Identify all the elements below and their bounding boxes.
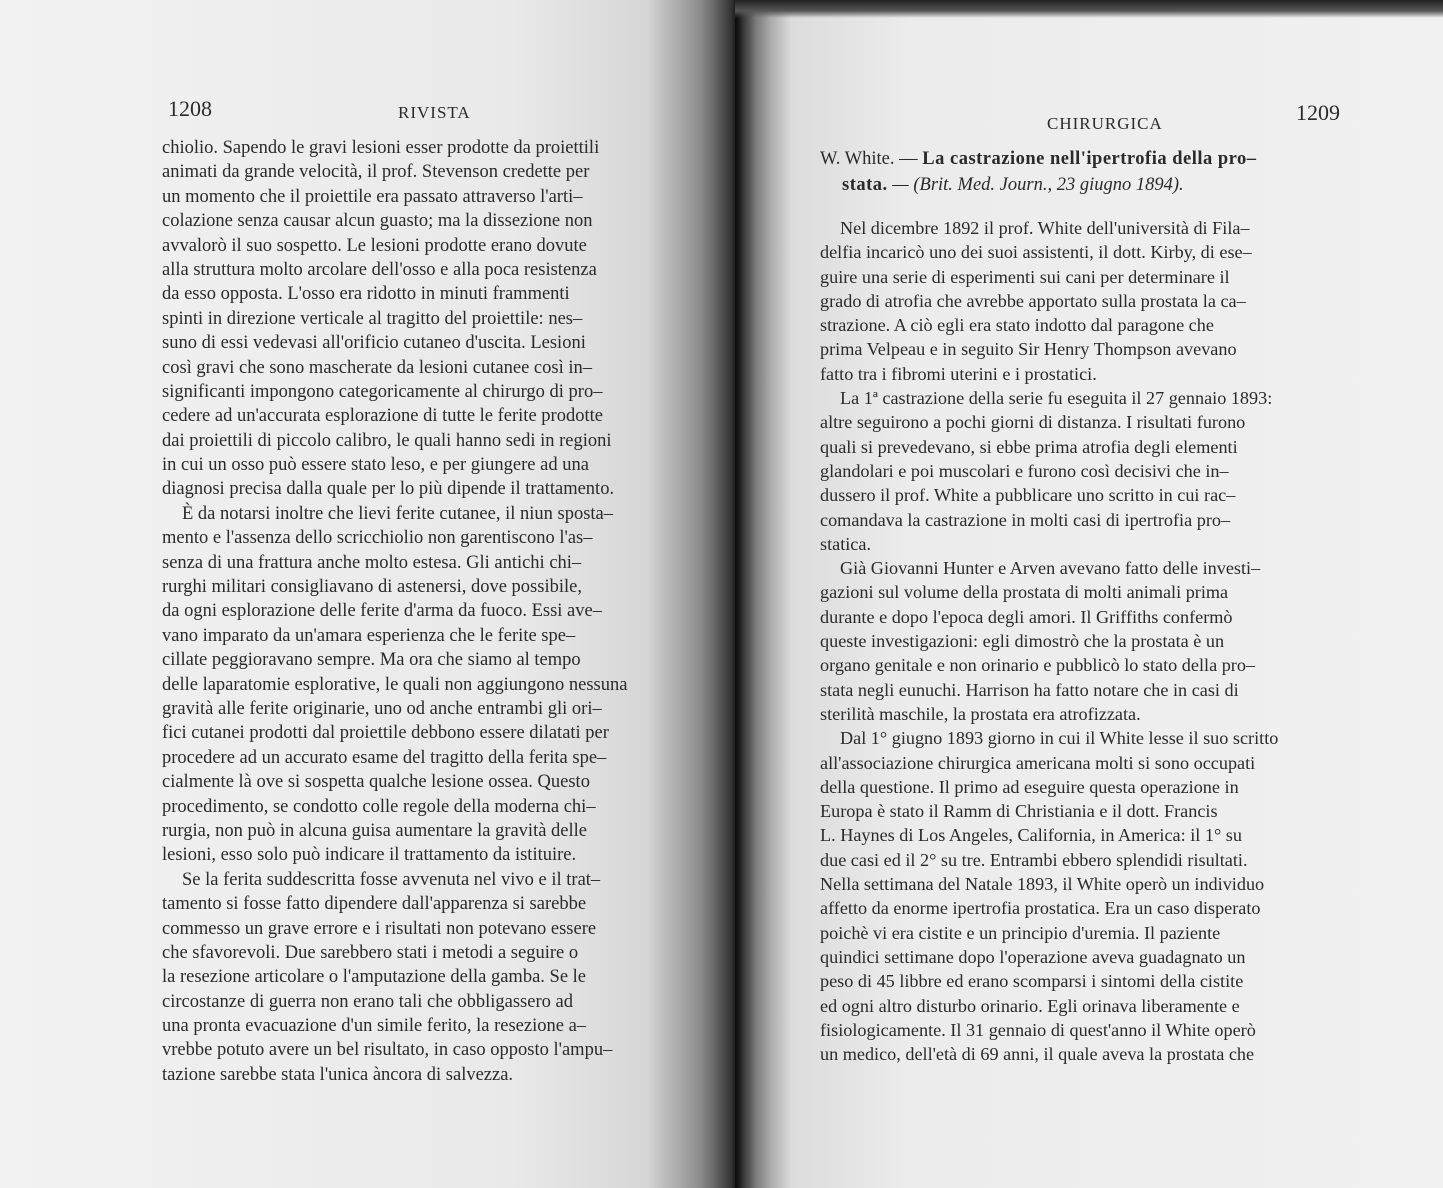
text-line: una pronta evacuazione d'un simile ferito, la resezione a– xyxy=(162,1016,587,1037)
text-line: così gravi che sono mascherate da lesioni cutanee così in– xyxy=(162,357,592,378)
text-line: lesioni, esso solo può indicare il trattamento da istituire. xyxy=(162,845,577,866)
text-line: Se la ferita suddescritta fosse avvenuta nel vivo e il trat– xyxy=(182,869,601,890)
text-line: Nella settimana del Natale 1893, il White operò un individuo xyxy=(820,874,1265,895)
right-page xyxy=(735,0,1443,1188)
article-heading xyxy=(820,146,1420,198)
text-line: da ogni esplorazione delle ferite d'arma da fuoco. Essi ave– xyxy=(162,601,602,622)
text-line: durante e dopo l'epoca degli amori. Il Griffiths confermò xyxy=(820,606,1233,627)
text-line: all'associazione chirurgica americana molti si sono occupati xyxy=(820,752,1256,773)
text-line: due casi ed il 2° su tre. Entrambi ebbero splendidi risultati. xyxy=(820,849,1248,870)
text-line: grado di atrofia che avrebbe apportato sulla prostata la ca– xyxy=(820,290,1246,311)
book-spine-shadow xyxy=(700,0,770,1188)
text-line: rurghi militari consigliavano di astenersi, dove possibile, xyxy=(162,577,582,598)
article-source: — (Brit. Med. Journ., 23 giugno 1894). xyxy=(887,175,1184,195)
text-line: prima Velpeau e in seguito Sir Henry Thompson avevano xyxy=(820,339,1237,360)
text-line: spinti in direzione verticale al tragitto del proiettile: nes– xyxy=(162,308,583,329)
article-title-line-2 xyxy=(820,172,1420,198)
article-author: W. White. xyxy=(820,149,895,169)
text-line: comandava la castrazione in molti casi di ipertrofia pro– xyxy=(820,509,1231,530)
text-line: guire una serie di esperimenti sui cani per determinare il xyxy=(820,266,1230,287)
right-running-head: CHIRURGICA xyxy=(1047,114,1163,133)
text-line: gravità alle ferite originarie, uno od anche entrambi gli ori– xyxy=(162,698,602,719)
text-line: delfia incaricò uno dei suoi assistenti, il dott. Kirby, di ese– xyxy=(820,242,1252,263)
text-line: altre seguirono a pochi giorni di distanza. I risultati furono xyxy=(820,412,1246,433)
article-dash: — xyxy=(894,149,923,169)
text-line: commesso un grave errore e i risultati non potevano essere xyxy=(162,918,597,939)
text-line: quindici settimane dopo l'operazione aveva guadagnato un xyxy=(820,946,1246,967)
text-line: circostanze di guerra non erano tali che obbligassero ad xyxy=(162,991,573,1012)
article-title-line-1 xyxy=(820,146,1420,172)
text-line: L. Haynes di Los Angeles, California, in America: il 1° su xyxy=(820,825,1242,846)
text-line: Già Giovanni Hunter e Arven avevano fatto delle investi– xyxy=(840,558,1261,579)
text-line: tazione sarebbe stata l'unica àncora di salvezza. xyxy=(162,1064,514,1085)
text-line: Europa è stato il Ramm di Christiania e il dott. Francis xyxy=(820,801,1218,822)
text-line: procedimento, se condotto colle regole della moderna chi– xyxy=(162,796,596,817)
text-line: cillate peggioravano sempre. Ma ora che siamo al tempo xyxy=(162,650,581,671)
text-line: glandolari e poi muscolari e furono così decisivi che in– xyxy=(820,460,1229,481)
article-title-part-1: La castrazione nell'ipertrofia della pro– xyxy=(922,149,1257,169)
text-line: fici cutanei prodotti dal proiettile debbono essere dilatati per xyxy=(162,723,609,744)
text-line: Dal 1° giugno 1893 giorno in cui il White lesse il suo scritto xyxy=(840,728,1279,749)
text-line: avvalorò il suo sospetto. Le lesioni prodotte erano dovute xyxy=(162,235,587,256)
text-line: in cui un osso può essere stato leso, e per giungere ad una xyxy=(162,455,589,476)
text-line: affetto da enorme ipertrofia prostatica. Era un caso disperato xyxy=(820,898,1261,919)
text-line: suno di essi vedevasi all'orificio cutaneo d'uscita. Lesioni xyxy=(162,333,586,354)
text-line: tamento si fosse fatto dipendere dall'apparenza si sarebbe xyxy=(162,894,587,915)
text-line: queste investigazioni: egli dimostrò che la prostata è un xyxy=(820,631,1225,652)
text-line: organo genitale e non orinario e pubblicò lo stato della pro– xyxy=(820,655,1256,676)
text-line: poichè vi era cistite e un principio d'uremia. Il paziente xyxy=(820,922,1221,943)
text-line: mento e l'assenza dello scricchiolio non garentiscono l'as– xyxy=(162,528,593,549)
text-line: diagnosi precisa dalla quale per lo più dipende il trattamento. xyxy=(162,479,615,500)
text-line: rurgia, non può in alcuna guisa aumentare la gravità delle xyxy=(162,820,588,841)
text-line: fisiologicamente. Il 31 gennaio di quest'anno il White operò xyxy=(820,1019,1256,1040)
article-title-part-2: stata. xyxy=(842,175,888,195)
text-line: statica. xyxy=(820,533,872,554)
text-line: un medico, dell'età di 69 anni, il quale aveva la prostata che xyxy=(820,1044,1255,1065)
text-line: senza di una frattura anche molto estesa. Gli antichi chi– xyxy=(162,552,582,573)
text-line: quali si prevedevano, si ebbe prima atrofia degli elementi xyxy=(820,436,1238,457)
text-line: La 1ª castrazione della serie fu eseguita il 27 gennaio 1893: xyxy=(840,388,1273,409)
text-line: cedere ad un'accurata esplorazione di tutte le ferite prodotte xyxy=(162,406,603,427)
text-line: strazione. A ciò egli era stato indotto dal paragone che xyxy=(820,315,1214,336)
text-line: peso di 45 libbre ed erano scomparsi i sintomi della cistite xyxy=(820,971,1244,992)
text-line: della questione. Il primo ad eseguire questa operazione in xyxy=(820,776,1239,797)
text-line: un momento che il proiettile era passato attraverso l'arti– xyxy=(162,186,583,207)
text-line: stata negli eunuchi. Harrison ha fatto notare che in casi di xyxy=(820,679,1239,700)
text-line: dussero il prof. White a pubblicare uno scritto in cui rac– xyxy=(820,485,1236,506)
left-body-text xyxy=(162,136,707,1087)
text-line: gazioni sul volume della prostata di molti animali prima xyxy=(820,582,1229,603)
left-running-head: RIVISTA xyxy=(398,103,471,122)
text-line: che sfavorevoli. Due sarebbero stati i metodi a seguire o xyxy=(162,942,579,963)
text-line: chiolio. Sapendo le gravi lesioni esser prodotte da proiettili xyxy=(162,138,600,158)
text-line: vrebbe potuto avere un bel risultato, in caso opposto l'ampu– xyxy=(162,1040,613,1061)
text-line: la resezione articolare o l'amputazione della gamba. Se le xyxy=(162,967,587,988)
text-line: cialmente là ove si sospetta qualche lesione ossea. Questo xyxy=(162,772,590,793)
page-edge-shadow xyxy=(735,0,1443,18)
text-line: alla struttura molto arcolare dell'osso e alla poca resistenza xyxy=(162,259,597,280)
text-line: significanti impongono categoricamente al chirurgo di pro– xyxy=(162,381,603,402)
text-line: ed ogni altro disturbo orinario. Egli orinava liberamente e xyxy=(820,995,1240,1016)
text-line: fatto tra i fibromi uterini e i prostatici. xyxy=(820,363,1097,384)
right-body-text xyxy=(820,216,1418,1066)
text-line: colazione senza causar alcun guasto; ma la dissezione non xyxy=(162,211,593,232)
right-page-number: 1209 xyxy=(1296,100,1340,125)
text-line: animati da grande velocità, il prof. Stevenson credette per xyxy=(162,162,590,183)
text-line: sterilità maschile, la prostata era atrofizzata. xyxy=(820,703,1141,724)
text-line: dai proiettili di piccolo calibro, le quali hanno sedi in regioni xyxy=(162,430,612,451)
text-line: È da notarsi inoltre che lievi ferite cutanee, il niun sposta– xyxy=(182,503,614,524)
text-line: da esso opposta. L'osso era ridotto in minuti frammenti xyxy=(162,284,570,305)
text-line: vano imparato da un'amara esperienza che le ferite spe– xyxy=(162,625,576,646)
text-line: procedere ad un accurato esame del tragitto della ferita spe– xyxy=(162,747,607,768)
left-page-number: 1208 xyxy=(168,96,212,121)
text-line: Nel dicembre 1892 il prof. White dell'università di Fila– xyxy=(840,218,1250,238)
text-line: delle laparatomie esplorative, le quali non aggiungono nessuna xyxy=(162,674,628,695)
